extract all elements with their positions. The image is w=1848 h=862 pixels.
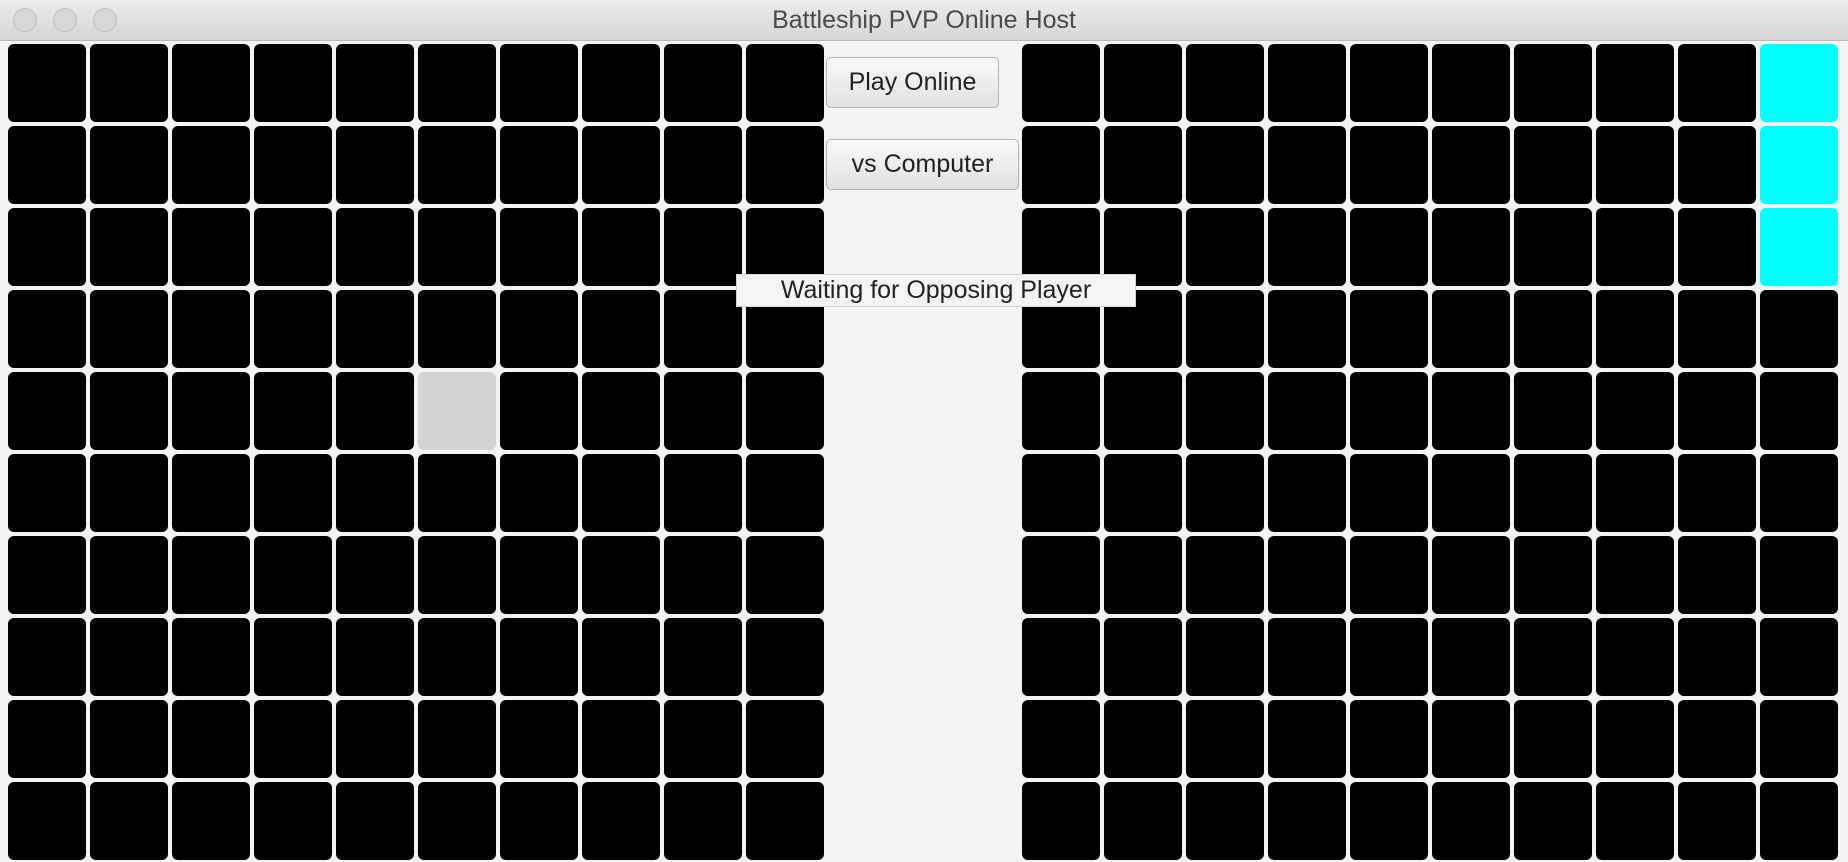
opponent-board-cell[interactable]	[1268, 290, 1346, 368]
player-board-cell[interactable]	[418, 126, 496, 204]
player-board-cell[interactable]	[336, 372, 414, 450]
player-board-cell[interactable]	[500, 290, 578, 368]
opponent-board-cell[interactable]	[1432, 208, 1510, 286]
player-board-cell[interactable]	[746, 372, 824, 450]
player-board-cell[interactable]	[500, 536, 578, 614]
player-board-cell[interactable]	[90, 208, 168, 286]
player-board-cell[interactable]	[582, 536, 660, 614]
opponent-board-cell[interactable]	[1514, 700, 1592, 778]
opponent-board-cell[interactable]	[1596, 536, 1674, 614]
player-board-cell[interactable]	[418, 44, 496, 122]
opponent-board-cell[interactable]	[1432, 536, 1510, 614]
player-board-cell[interactable]	[336, 290, 414, 368]
opponent-board-cell[interactable]	[1432, 618, 1510, 696]
player-board-cell[interactable]	[582, 290, 660, 368]
opponent-board-cell[interactable]	[1104, 372, 1182, 450]
player-board-cell[interactable]	[664, 454, 742, 532]
opponent-board-cell[interactable]	[1596, 44, 1674, 122]
player-board-cell[interactable]	[746, 44, 824, 122]
opponent-board-cell[interactable]	[1678, 290, 1756, 368]
opponent-board-cell[interactable]	[1678, 208, 1756, 286]
player-board-cell[interactable]	[90, 454, 168, 532]
opponent-board-cell[interactable]	[1350, 454, 1428, 532]
opponent-board-cell[interactable]	[1678, 454, 1756, 532]
player-board-cell[interactable]	[336, 126, 414, 204]
opponent-board-cell[interactable]	[1104, 700, 1182, 778]
opponent-board-cell[interactable]	[1350, 536, 1428, 614]
opponent-board-cell[interactable]	[1350, 782, 1428, 860]
opponent-board-cell[interactable]	[1432, 700, 1510, 778]
player-board-cell[interactable]	[8, 44, 86, 122]
opponent-board-cell[interactable]	[1104, 44, 1182, 122]
opponent-board-cell[interactable]	[1596, 618, 1674, 696]
opponent-board-cell[interactable]	[1268, 782, 1346, 860]
player-board-cell[interactable]	[418, 208, 496, 286]
player-board-cell[interactable]	[418, 290, 496, 368]
opponent-board-cell[interactable]	[1678, 372, 1756, 450]
opponent-board-cell[interactable]	[1022, 372, 1100, 450]
player-board-cell[interactable]	[664, 536, 742, 614]
opponent-board-cell[interactable]	[1514, 372, 1592, 450]
opponent-board-cell[interactable]	[1432, 372, 1510, 450]
opponent-board-cell[interactable]	[1596, 782, 1674, 860]
opponent-board-cell[interactable]	[1022, 536, 1100, 614]
player-board-cell[interactable]	[582, 454, 660, 532]
player-board-cell[interactable]	[254, 372, 332, 450]
opponent-board-cell[interactable]	[1760, 126, 1838, 204]
opponent-board-cell[interactable]	[1022, 126, 1100, 204]
opponent-board-cell[interactable]	[1104, 618, 1182, 696]
opponent-board-cell[interactable]	[1186, 536, 1264, 614]
player-board-cell[interactable]	[172, 290, 250, 368]
player-board-cell[interactable]	[746, 126, 824, 204]
player-board-cell[interactable]	[582, 782, 660, 860]
opponent-board-cell[interactable]	[1596, 290, 1674, 368]
opponent-board-cell[interactable]	[1760, 536, 1838, 614]
opponent-board-cell[interactable]	[1186, 44, 1264, 122]
opponent-board-cell[interactable]	[1760, 290, 1838, 368]
opponent-board-cell[interactable]	[1186, 700, 1264, 778]
player-board-cell[interactable]	[172, 208, 250, 286]
player-board-cell[interactable]	[8, 372, 86, 450]
opponent-board-cell[interactable]	[1514, 618, 1592, 696]
player-board-cell[interactable]	[254, 290, 332, 368]
player-board-cell[interactable]	[172, 454, 250, 532]
opponent-board-cell[interactable]	[1760, 782, 1838, 860]
opponent-board-cell[interactable]	[1432, 44, 1510, 122]
player-board-cell[interactable]	[336, 700, 414, 778]
player-board-cell[interactable]	[418, 782, 496, 860]
player-board-cell[interactable]	[254, 618, 332, 696]
status-message: Waiting for Opposing Player	[736, 274, 1136, 307]
player-board-cell[interactable]	[172, 44, 250, 122]
player-board-cell[interactable]	[90, 44, 168, 122]
opponent-board-cell[interactable]	[1186, 208, 1264, 286]
player-board-cell[interactable]	[500, 372, 578, 450]
player-board-cell[interactable]	[90, 618, 168, 696]
player-board-cell[interactable]	[172, 372, 250, 450]
window-titlebar	[0, 0, 1848, 41]
window-title: Battleship PVP Online Host	[772, 6, 1076, 34]
player-board-cell[interactable]	[336, 44, 414, 122]
player-board-cell[interactable]	[336, 454, 414, 532]
player-board-cell[interactable]	[172, 618, 250, 696]
opponent-board-cell[interactable]	[1186, 372, 1264, 450]
opponent-board-cell[interactable]	[1186, 290, 1264, 368]
opponent-board-cell[interactable]	[1678, 126, 1756, 204]
opponent-board-cell[interactable]	[1268, 618, 1346, 696]
player-board-cell[interactable]	[500, 782, 578, 860]
opponent-board-cell[interactable]	[1350, 208, 1428, 286]
player-board-cell[interactable]	[418, 536, 496, 614]
opponent-board-cell[interactable]	[1022, 44, 1100, 122]
opponent-board-cell[interactable]	[1760, 372, 1838, 450]
opponent-board-cell[interactable]	[1678, 536, 1756, 614]
opponent-board-cell[interactable]	[1268, 372, 1346, 450]
opponent-board-cell[interactable]	[1760, 44, 1838, 122]
player-board-cell[interactable]	[8, 208, 86, 286]
opponent-board-cell[interactable]	[1678, 782, 1756, 860]
player-board-cell[interactable]	[746, 454, 824, 532]
player-board-cell[interactable]	[90, 290, 168, 368]
player-board-cell[interactable]	[336, 208, 414, 286]
player-board-cell[interactable]	[418, 454, 496, 532]
opponent-board-cell[interactable]	[1268, 700, 1346, 778]
player-board-cell[interactable]	[582, 126, 660, 204]
opponent-board-cell[interactable]	[1268, 44, 1346, 122]
opponent-board-cell[interactable]	[1432, 126, 1510, 204]
player-board-cell[interactable]	[254, 782, 332, 860]
opponent-board-cell[interactable]	[1350, 44, 1428, 122]
player-board-cell[interactable]	[582, 208, 660, 286]
player-board-cell[interactable]	[746, 700, 824, 778]
opponent-board-cell[interactable]	[1678, 44, 1756, 122]
opponent-board-cell[interactable]	[1596, 454, 1674, 532]
player-board-cell[interactable]	[172, 700, 250, 778]
player-board-cell[interactable]	[582, 44, 660, 122]
opponent-board-cell[interactable]	[1268, 126, 1346, 204]
player-board-cell[interactable]	[746, 782, 824, 860]
opponent-board-cell[interactable]	[1432, 454, 1510, 532]
player-board-cell[interactable]	[254, 208, 332, 286]
player-board-cell[interactable]	[500, 700, 578, 778]
player-board-cell[interactable]	[664, 618, 742, 696]
opponent-board-cell[interactable]	[1268, 536, 1346, 614]
player-board-cell[interactable]	[90, 700, 168, 778]
player-board-cell[interactable]	[8, 700, 86, 778]
player-board-cell[interactable]	[500, 44, 578, 122]
player-board-cell[interactable]	[8, 618, 86, 696]
opponent-board-cell[interactable]	[1760, 454, 1838, 532]
player-board	[8, 44, 824, 860]
player-board-cell[interactable]	[746, 536, 824, 614]
player-board-cell[interactable]	[8, 126, 86, 204]
player-board-cell[interactable]	[582, 618, 660, 696]
player-board-cell[interactable]	[254, 454, 332, 532]
opponent-board	[1022, 44, 1838, 860]
opponent-board-cell[interactable]	[1350, 700, 1428, 778]
player-board-cell[interactable]	[90, 372, 168, 450]
opponent-board-cell[interactable]	[1186, 454, 1264, 532]
player-board-cell[interactable]	[746, 618, 824, 696]
player-board-cell[interactable]	[336, 782, 414, 860]
player-board-cell[interactable]	[8, 782, 86, 860]
player-board-cell[interactable]	[418, 700, 496, 778]
player-board-cell[interactable]	[664, 782, 742, 860]
player-board-cell[interactable]	[254, 44, 332, 122]
player-board-cell[interactable]	[664, 700, 742, 778]
opponent-board-cell[interactable]	[1350, 372, 1428, 450]
opponent-board-cell[interactable]	[1514, 290, 1592, 368]
opponent-board-cell[interactable]	[1760, 208, 1838, 286]
opponent-board-cell[interactable]	[1514, 454, 1592, 532]
opponent-board-cell[interactable]	[1104, 782, 1182, 860]
player-board-cell[interactable]	[664, 290, 742, 368]
opponent-board-cell[interactable]	[1760, 700, 1838, 778]
player-board-cell[interactable]	[582, 700, 660, 778]
player-board-cell[interactable]	[664, 44, 742, 122]
opponent-board-cell[interactable]	[1596, 126, 1674, 204]
vs-computer-button[interactable]: vs Computer	[826, 139, 1019, 190]
player-board-cell[interactable]	[254, 536, 332, 614]
opponent-board-cell[interactable]	[1678, 618, 1756, 696]
player-board-cell[interactable]	[500, 208, 578, 286]
opponent-board-cell[interactable]	[1350, 126, 1428, 204]
opponent-board-cell[interactable]	[1104, 454, 1182, 532]
opponent-board-cell[interactable]	[1514, 782, 1592, 860]
opponent-board-cell[interactable]	[1596, 208, 1674, 286]
player-board-cell[interactable]	[254, 126, 332, 204]
opponent-board-cell[interactable]	[1104, 536, 1182, 614]
opponent-board-cell[interactable]	[1022, 618, 1100, 696]
player-board-cell[interactable]	[254, 700, 332, 778]
player-board-cell[interactable]	[500, 126, 578, 204]
player-board-cell[interactable]	[90, 126, 168, 204]
opponent-board-cell[interactable]	[1514, 126, 1592, 204]
player-board-cell[interactable]	[172, 536, 250, 614]
player-board-cell[interactable]	[172, 782, 250, 860]
player-board-cell[interactable]	[90, 536, 168, 614]
player-board-cell[interactable]	[664, 208, 742, 286]
player-board-cell[interactable]	[418, 372, 496, 450]
opponent-board-cell[interactable]	[1350, 290, 1428, 368]
opponent-board-cell[interactable]	[1432, 290, 1510, 368]
player-board-cell[interactable]	[8, 454, 86, 532]
opponent-board-cell[interactable]	[1432, 782, 1510, 860]
play-online-button[interactable]: Play Online	[826, 57, 999, 108]
opponent-board-cell[interactable]	[1596, 372, 1674, 450]
player-board-cell[interactable]	[664, 372, 742, 450]
player-board-cell[interactable]	[664, 126, 742, 204]
opponent-board-cell[interactable]	[1514, 208, 1592, 286]
opponent-board-cell[interactable]	[1268, 454, 1346, 532]
opponent-board-cell[interactable]	[1104, 126, 1182, 204]
opponent-board-cell[interactable]	[1678, 700, 1756, 778]
player-board-cell[interactable]	[336, 536, 414, 614]
opponent-board-cell[interactable]	[1186, 126, 1264, 204]
opponent-board-cell[interactable]	[1022, 700, 1100, 778]
player-board-cell[interactable]	[500, 454, 578, 532]
player-board-cell[interactable]	[418, 618, 496, 696]
player-board-cell[interactable]	[90, 782, 168, 860]
opponent-board-cell[interactable]	[1514, 536, 1592, 614]
opponent-board-cell[interactable]	[1022, 782, 1100, 860]
opponent-board-cell[interactable]	[1596, 700, 1674, 778]
player-board-cell[interactable]	[172, 126, 250, 204]
opponent-board-cell[interactable]	[1760, 618, 1838, 696]
opponent-board-cell[interactable]	[1186, 782, 1264, 860]
player-board-cell[interactable]	[8, 290, 86, 368]
opponent-board-cell[interactable]	[1514, 44, 1592, 122]
player-board-cell[interactable]	[336, 618, 414, 696]
player-board-cell[interactable]	[500, 618, 578, 696]
opponent-board-cell[interactable]	[1268, 208, 1346, 286]
opponent-board-cell[interactable]	[1350, 618, 1428, 696]
opponent-board-cell[interactable]	[1186, 618, 1264, 696]
player-board-cell[interactable]	[582, 372, 660, 450]
player-board-cell[interactable]	[8, 536, 86, 614]
opponent-board-cell[interactable]	[1022, 454, 1100, 532]
